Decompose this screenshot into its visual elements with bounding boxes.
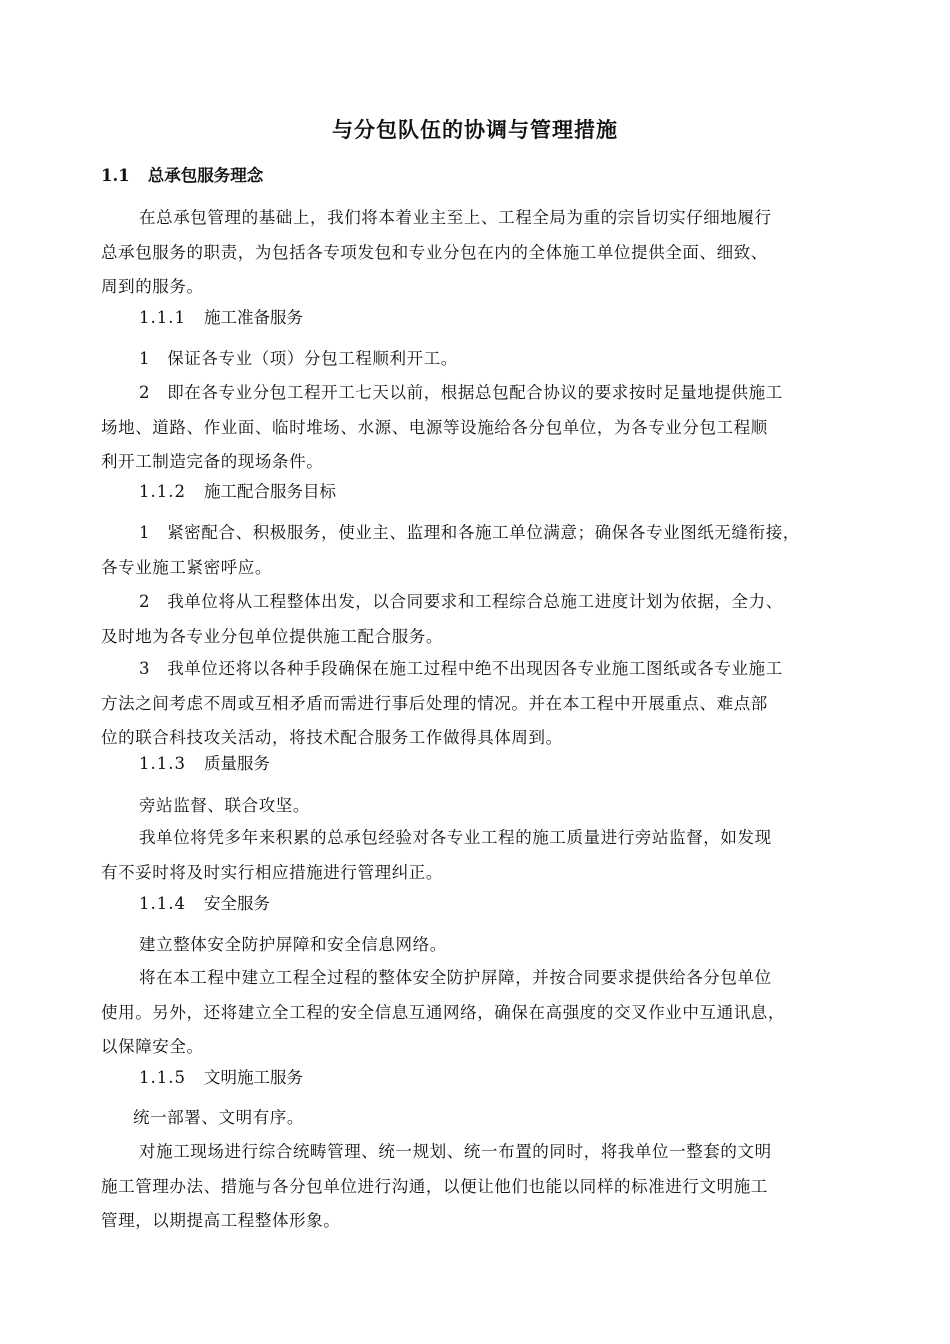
- paragraph-line: 周到的服务。: [101, 277, 204, 296]
- subsection-heading-1-1-1: [139, 305, 303, 331]
- subsection-number: 1.1.5: [139, 1068, 186, 1087]
- paragraph-line: 在总承包管理的基础上，我们将本着业主至上、工程全局为重的宗旨切实仔细地履行: [139, 208, 772, 227]
- paragraph-item: [101, 516, 871, 585]
- paragraph-item: [101, 585, 871, 654]
- paragraph-line: 位的联合科技攻关活动，将技术配合服务工作做得具体周到。: [101, 728, 563, 747]
- paragraph-line: 利开工制造完备的现场条件。: [101, 452, 324, 471]
- paragraph-item: [101, 342, 871, 377]
- paragraph-line: 对施工现场进行综合统畴管理、统一规划、统一布置的同时，将我单位一整套的文明: [139, 1142, 772, 1161]
- paragraph-item: [101, 789, 871, 824]
- subsection-number: 1.1.1: [139, 308, 186, 327]
- paragraph-line: 方法之间考虑不周或互相矛盾而需进行事后处理的情况。并在本工程中开展重点、难点部: [101, 693, 768, 713]
- paragraph-line: 场地、道路、作业面、临时堆场、水源、电源等设施给各分包单位，为各专业分包工程顺: [101, 417, 768, 437]
- intro-paragraph: [101, 201, 871, 305]
- subsection-label: 施工配合服务目标: [203, 482, 336, 501]
- paragraph-line: 2 我单位将从工程整体出发，以合同要求和工程综合总施工进度计划为依据，全力、: [139, 592, 783, 611]
- subsection-label: 安全服务: [203, 894, 270, 913]
- paragraph-line: 建立整体安全防护屏障和安全信息网络。: [139, 935, 447, 954]
- subsection-label: 施工准备服务: [203, 308, 303, 327]
- paragraph-item: [101, 1101, 871, 1136]
- paragraph-line: 1 保证各专业（项）分包工程顺利开工。: [139, 349, 458, 368]
- paragraph-line: 以保障安全。: [101, 1037, 204, 1056]
- section-label: 总承包服务理念: [147, 166, 264, 185]
- paragraph-line: 旁站监督、联合攻坚。: [139, 796, 310, 815]
- paragraph-item: [101, 652, 871, 756]
- paragraph-item: [101, 376, 871, 480]
- paragraph-line: 2 即在各专业分包工程开工七天以前，根据总包配合协议的要求按时足量地提供施工: [139, 383, 783, 402]
- subsection-number: 1.1.4: [139, 894, 186, 913]
- subsection-heading-1-1-5: [139, 1065, 303, 1091]
- subsection-heading-1-1-4: [139, 891, 270, 917]
- subsection-number: 1.1.2: [139, 482, 186, 501]
- subsection-number: 1.1.3: [139, 754, 186, 773]
- paragraph-line: 将在本工程中建立工程全过程的整体安全防护屏障，并按合同要求提供给各分包单位: [139, 968, 772, 987]
- section-heading: [101, 163, 263, 189]
- paragraph-line: 及时地为各专业分包单位提供施工配合服务。: [101, 626, 443, 646]
- paragraph-line: 总承包服务的职责，为包括各专项发包和专业分包在内的全体施工单位提供全面、细致、: [101, 242, 768, 262]
- subsection-heading-1-1-3: [139, 751, 270, 777]
- paragraph-line: 管理，以期提高工程整体形象。: [101, 1211, 341, 1230]
- paragraph-item: [101, 928, 871, 963]
- paragraph-item: [101, 961, 871, 1065]
- paragraph-line: 统一部署、文明有序。: [133, 1108, 304, 1127]
- paragraph-line: 3 我单位还将以各种手段确保在施工过程中绝不出现因各专业施工图纸或各专业施工: [139, 659, 783, 678]
- subsection-heading-1-1-2: [139, 479, 336, 505]
- paragraph-line: 1 紧密配合、积极服务，使业主、监理和各施工单位满意；确保各专业图纸无缝衔接，: [139, 523, 800, 542]
- paragraph-item: [101, 821, 871, 890]
- paragraph-line: 施工管理办法、措施与各分包单位进行沟通，以便让他们也能以同样的标准进行文明施工: [101, 1176, 768, 1196]
- paragraph-item: [101, 1135, 871, 1239]
- document-title: 与分包队伍的协调与管理措施: [332, 117, 618, 142]
- subsection-label: 质量服务: [203, 754, 270, 773]
- section-number: 1.1: [101, 166, 130, 185]
- paragraph-line: 使用。另外，还将建立全工程的安全信息互通网络，确保在高强度的交叉作业中互通讯息，: [101, 1002, 785, 1022]
- paragraph-line: 有不妥时将及时实行相应措施进行管理纠正。: [101, 862, 443, 882]
- subsection-label: 文明施工服务: [203, 1068, 303, 1087]
- paragraph-line: 我单位将凭多年来积累的总承包经验对各专业工程的施工质量进行旁站监督，如发现: [139, 828, 772, 847]
- paragraph-line: 各专业施工紧密呼应。: [101, 557, 272, 577]
